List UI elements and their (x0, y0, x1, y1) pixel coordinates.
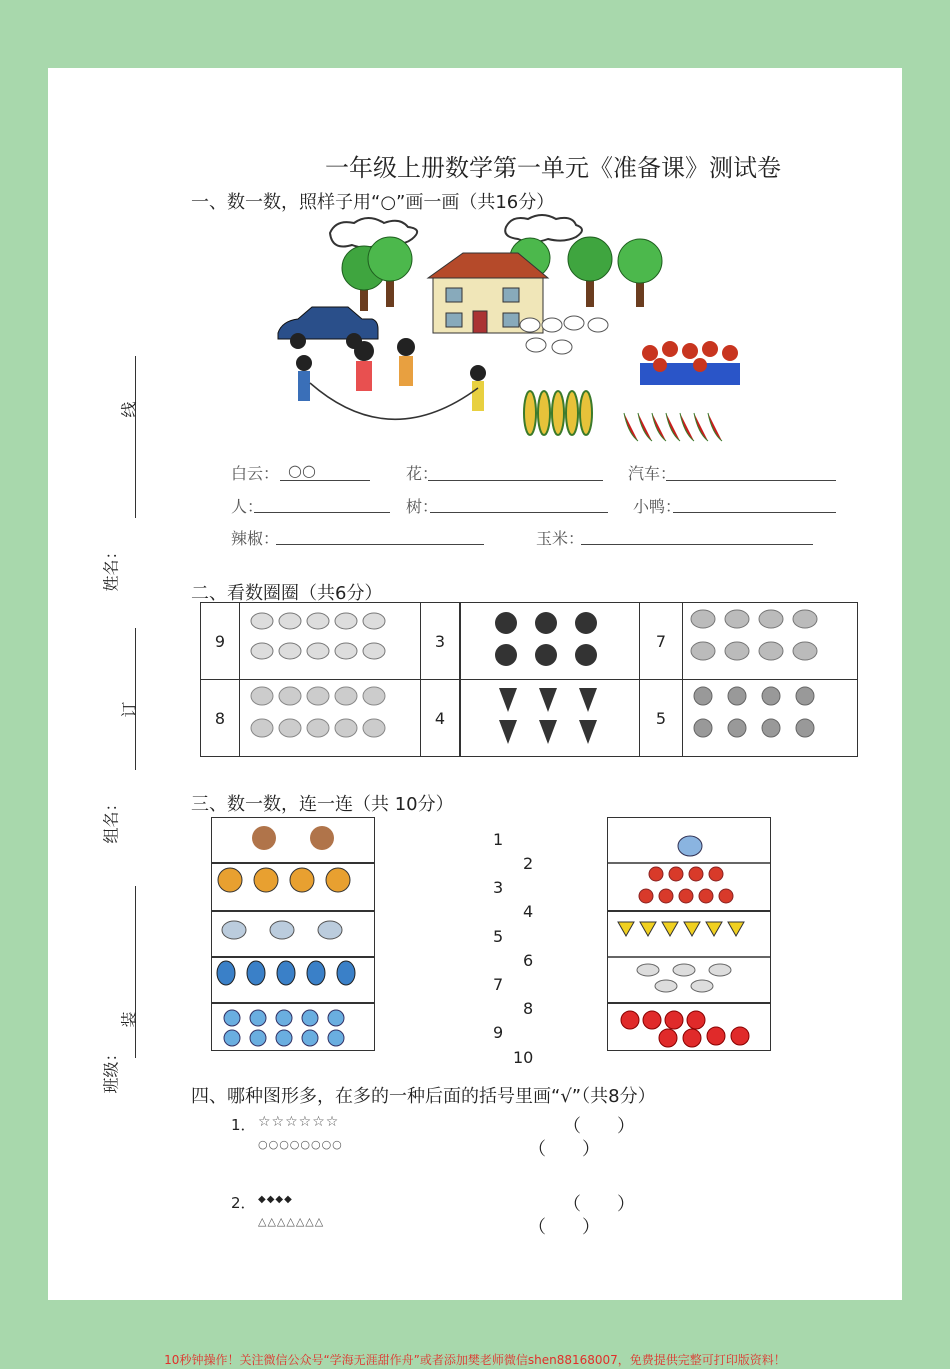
people-icon (296, 338, 486, 419)
page-title: 一年级上册数学第一单元《准备课》测试卷 (325, 154, 781, 182)
table-cell-number: 5 (640, 680, 683, 757)
duck-group-icon (240, 603, 420, 675)
fill-label-corn: 玉米： (536, 529, 585, 548)
picture-cell-strawberries[interactable] (460, 680, 640, 757)
section3-heading: 三、数一数，连一连（共 10分） (191, 794, 454, 815)
corn-icon (524, 391, 592, 435)
fill-line[interactable] (666, 480, 836, 481)
question-index: 1． (231, 1116, 256, 1134)
fill-label-duck: 小鸭： (633, 497, 682, 516)
picture-cell-squirrels[interactable] (240, 680, 421, 757)
section2-heading: 二、看数圈圈（共6分） (191, 583, 383, 604)
table-cell-number: 8 (201, 680, 240, 757)
strawberry-group-icon (461, 680, 639, 752)
fill-answer-cloud: ○○ (288, 461, 316, 480)
match-number-right[interactable]: 8 (523, 999, 534, 1018)
fill-label-pepper: 辣椒： (231, 529, 280, 548)
group-label: 组名： (101, 795, 121, 844)
answer-bracket[interactable]: （ ） (528, 1217, 600, 1238)
binding-label-zhuang: 装 (119, 1011, 139, 1028)
cloud-icon (330, 215, 582, 248)
squirrel-group-icon (240, 680, 420, 752)
answer-bracket[interactable]: （ ） (563, 1116, 635, 1137)
fill-label-car: 汽车： (628, 464, 677, 483)
table-cell-number: 4 (421, 680, 461, 757)
teapot-icon (678, 836, 702, 856)
question-index: 2． (231, 1194, 256, 1212)
fill-label-cloud: 白云： (231, 464, 280, 483)
fill-line[interactable] (254, 512, 390, 513)
picture-cell-chicks[interactable] (683, 680, 858, 757)
match-number-right[interactable]: 2 (523, 854, 534, 873)
fill-line[interactable] (428, 480, 603, 481)
apple-icon (621, 1011, 749, 1047)
penguin-icon (217, 961, 355, 985)
match-number-right[interactable]: 6 (523, 951, 534, 970)
circle-row: ○○○○○○○○ (258, 1138, 343, 1151)
fill-label-tree: 树： (406, 497, 439, 516)
match-number-right[interactable]: 4 (523, 902, 534, 921)
chick-group-icon (683, 680, 853, 752)
answer-bracket[interactable]: （ ） (563, 1194, 635, 1215)
footer-notice: 10秒钟操作！关注微信公众号“学海无涯甜作舟”或者添加樊老师微信shen88168007，免费提供完整可打印版资料！ (164, 1353, 786, 1367)
picture-cell-apples[interactable] (460, 603, 640, 680)
tiger-icon (218, 868, 350, 892)
squirrel-icon (224, 1010, 344, 1046)
picture-cell-ducks[interactable] (240, 603, 421, 680)
star-row: ☆☆☆☆☆☆ (258, 1114, 340, 1130)
cup-icon (618, 922, 744, 936)
section4-heading: 四、哪种图形多，在多的一种后面的括号里画“√”（共8分） (191, 1086, 656, 1107)
answer-bracket[interactable]: （ ） (528, 1139, 600, 1160)
apple-group-icon (461, 603, 639, 675)
class-label: 班级： (101, 1045, 121, 1094)
binding-line (135, 886, 136, 1058)
pepper-icon (624, 413, 722, 441)
right-picture-box (607, 817, 771, 1051)
worksheet-page (48, 68, 902, 1300)
strawberry-icon (639, 867, 733, 903)
table-cell-number: 7 (640, 603, 683, 680)
binding-line (135, 628, 136, 770)
match-number-left[interactable]: 1 (493, 830, 504, 849)
fill-line[interactable] (430, 512, 608, 513)
picture-cell-birds[interactable] (683, 603, 858, 680)
fish-icon (637, 964, 731, 992)
match-number-right[interactable]: 10 (513, 1048, 534, 1067)
match-number-left[interactable]: 5 (493, 927, 504, 946)
ostrich-icon (222, 921, 342, 939)
duck-icon (520, 316, 608, 354)
table-cell-number: 9 (201, 603, 240, 680)
section1-heading: 一、数一数，照样子用“○”画一画（共16分） (191, 192, 555, 213)
table-cell-number: 3 (421, 603, 461, 680)
flower-icon (640, 341, 740, 385)
match-number-left[interactable]: 9 (493, 1023, 504, 1042)
diamond-row: ◆◆◆◆ (258, 1194, 293, 1205)
left-picture-box (211, 817, 375, 1051)
animal-rows-icon (212, 818, 374, 1050)
triangle-row: △△△△△△△ (258, 1215, 325, 1228)
fill-line[interactable] (276, 544, 484, 545)
fill-label-flower: 花： (406, 464, 439, 483)
name-label: 姓名： (101, 543, 121, 592)
binding-label-xian: 线 (119, 401, 139, 418)
fill-line[interactable] (673, 512, 836, 513)
binding-line (135, 356, 136, 518)
fill-label-person: 人： (231, 497, 264, 516)
match-number-left[interactable]: 7 (493, 975, 504, 994)
object-rows-icon (608, 818, 770, 1050)
monkey-icon (252, 826, 334, 850)
binding-label-ding: 订 (119, 701, 139, 718)
match-number-left[interactable]: 3 (493, 878, 504, 897)
bird-group-icon (683, 603, 853, 675)
fill-line[interactable] (581, 544, 813, 545)
scene-illustration (268, 213, 748, 448)
count-circle-table (200, 602, 858, 757)
fill-line[interactable] (280, 480, 370, 481)
